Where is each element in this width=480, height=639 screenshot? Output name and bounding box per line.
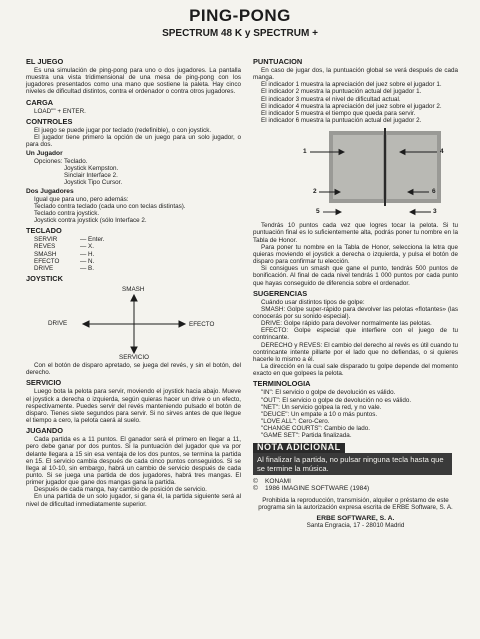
term-item: "DEUCE": Un empate a 10 o más puntos. <box>261 410 378 418</box>
arrow-right-icon <box>336 210 341 215</box>
key-row <box>34 258 241 265</box>
key-action: DRIVE <box>34 264 54 272</box>
terminology-list <box>253 389 458 439</box>
table-diagram <box>253 124 458 222</box>
copyright-icon: © <box>253 477 258 485</box>
key-action: EFECTO <box>34 257 60 265</box>
key-list <box>26 236 241 272</box>
jugando-text-1: Cada partida es a 11 puntos. El ganador será el primero en llegar a 11, pero debe ganar por dos puntos. Si la puntuación del jugador que va por delante llegara a 15 sin esa ventaja de los dos puntos, se termina la partida en 15. El servicio cambia después de cada cinco puntos conseguidos. Si se llega al 10-10, sin embargo, habrá un cambio de servicio después de cada punto. Si se juega una partida de dos jugadores, habrá tres mangas. El primer jugador que gane dos mangas gana la partida. <box>26 436 241 487</box>
credit-line-2: © 1986 IMAGINE SOFTWARE (1984) <box>253 485 370 493</box>
jugando-text-3: En una partida de un solo jugador, si gana él, la partida siguiente será al nivel de dificultad inmediatamente superior. <box>26 493 241 508</box>
copyright-icon: © <box>253 485 258 493</box>
company-name: ERBE SOFTWARE, S. A. <box>316 515 395 523</box>
joystick-text: Con el botón de disparo apretado, se juega del revés, y sin el botón, del derecho. <box>26 362 241 377</box>
list-item: Joystick Tipo Cursor. <box>64 179 123 187</box>
key-value: — B. <box>80 264 94 272</box>
section-heading-controles: CONTROLES <box>26 116 73 126</box>
dos-jugadores-text: Igual que para uno, pero además: <box>34 195 129 203</box>
ping-pong-table-image <box>253 124 458 222</box>
page-subtitle: SPECTRUM 48 K y SPECTRUM + <box>162 28 318 39</box>
section-heading-terminologia: TERMINOLOGIA <box>253 379 311 389</box>
dos-jugadores-list <box>26 203 241 224</box>
joystick-label-efecto: EFECTO <box>189 321 215 329</box>
puntuacion-text: En caso de jugar dos, la puntuación global se verá después de cada manga. <box>253 67 458 82</box>
sugerencias-text-2: DRIVE: Golpe rápido para devolver normalmente las pelotas. <box>261 320 432 328</box>
left-column <box>26 55 241 508</box>
joystick-diagram <box>26 284 241 362</box>
key-value: — H. <box>80 250 95 258</box>
key-row <box>34 265 241 272</box>
arrow-left-icon <box>410 210 415 215</box>
puntuacion-text-4: Si consigues un smash que gane el punto, tendrás 500 puntos de bonificación. Al final de cada nivel tendrás 1 000 puntos por cada punto que hayas conseguido de diferencia sobre el ordenador. <box>253 265 458 287</box>
subheading-dos-jugadores: Dos Jugadores <box>26 188 74 196</box>
indicator-text-3: El indicador 3 muestra el nivel de dificultad actual. <box>261 95 401 103</box>
indicator-text-2: El indicador 2 muestra la puntuación actual del jugador 1. <box>261 88 422 96</box>
arrow-down-icon <box>131 347 137 353</box>
list-item: Joystick contra joystick (sólo Interface 2. <box>34 217 147 225</box>
arrow-right-icon <box>179 321 185 327</box>
term-item: "OUT": El servicio o golpe de devolución no es válido. <box>261 396 412 404</box>
indicator-number-1: 1 <box>303 148 307 156</box>
credits <box>253 478 458 493</box>
key-action: REVES <box>34 243 56 251</box>
section-heading-servicio: SERVICIO <box>26 378 62 388</box>
indicator-number-6: 6 <box>432 188 436 196</box>
key-action: SMASH <box>34 250 57 258</box>
puntuacion-text-2: Tendrás 10 puntos cada vez que logres tocar la pelota. Si tu puntuación final es lo suficientemente alta, podrás poner tu nombre en la Tabla de Honor. <box>253 222 458 244</box>
key-value: — Enter. <box>80 236 105 244</box>
company-address: Santa Engracia, 17 - 28010 Madrid <box>306 522 405 530</box>
sugerencias-text-1: SMASH: Golpe super-rápido para devolver las pelotas «flotantes» (las conocerás por su sonido especial). <box>253 305 458 320</box>
juego-text: Es una simulación de ping-pong para uno o dos jugadores. La pantalla muestra una vista tridimensional de una mesa de ping-pong con los jugadores presentados como una mano que sostiene la paleta. Hay cinco niveles de dificultad distintos, contra el ordenador o contra otros jugadores. <box>26 67 241 96</box>
list-item: Teclado contra teclado (cada uno con teclas distintas). <box>34 202 186 210</box>
sugerencias-text-3: EFECTO: Golpe especial que interfiere con el juego de tu contrincante. <box>253 327 458 342</box>
section-heading-carga: CARGA <box>26 97 54 107</box>
joystick-label-servicio: SERVICIO <box>119 354 149 362</box>
term-item: "LOVE ALL": Cero-Cero. <box>261 418 330 425</box>
credit-line-1: © KONAMI <box>253 477 292 485</box>
section-heading-sugerencias: SUGERENCIAS <box>253 288 308 298</box>
section-heading-teclado: TECLADO <box>26 226 62 236</box>
servicio-text: Luego bota la pelota para servir, moviendo el joystick hacia abajo. Mueve el joystick a derecha o izquierda, según quieras hacer un drive o un efecto, respectivamente. Puedes servir del revés manteniendo pulsado el botón de disparo. Tienes siete segundos para servir. Si no sirves antes de que llegue el tiempo a cero, la pelota caerá al suelo. <box>26 388 241 425</box>
nota-adicional-heading: NOTA ADICIONAL <box>253 443 345 452</box>
key-value: — N. <box>80 257 95 265</box>
indicator-text-5: El indicador 5 muestra el tiempo que queda para servir. <box>261 109 416 117</box>
controles-text-1: El juego se puede jugar por teclado (redefinible), o con joystick. <box>34 126 212 134</box>
list-item: Sinclair Interface 2. <box>64 171 118 179</box>
term-item: "IN": El servicio o golpe de devolución es válido. <box>261 389 396 397</box>
key-row <box>34 236 241 243</box>
subheading-un-jugador: Un Jugador <box>26 150 63 158</box>
section-heading-jugando: JUGANDO <box>26 426 63 436</box>
list-item: Teclado contra joystick. <box>34 210 100 217</box>
legal-notice: Prohibida la reproducción, transmisión, alquiler o préstamo de este programa sin la autorización expresa escrita de ERBE Software, S. A. <box>258 496 453 512</box>
jugando-text-2: Después de cada manga, hay cambio de posición de servicio. <box>34 486 207 494</box>
indicator-text-4: El indicador 4 muestra la apreciación del juez sobre el jugador 2. <box>261 102 442 110</box>
sugerencias-text-4: DERECHO y REVES: El cambio del derecho al revés es útil cuando tu contrincante intente pillarte por el lado que no defiendas, o si quieres hacerle lo mismo a él. <box>253 341 458 363</box>
term-item: "NET": Un servicio golpea la red, y no vale. <box>261 403 382 411</box>
un-jugador-list <box>26 165 241 186</box>
sugerencias-text-0: Cuándo usar distintos tipos de golpe: <box>261 298 365 306</box>
key-action: SERVIR <box>34 236 58 244</box>
page-title: PING-PONG <box>189 6 291 25</box>
term-item: "GAME SET": Partida finalizada. <box>261 432 352 440</box>
key-row <box>34 251 241 258</box>
indicator-number-4: 4 <box>440 148 444 156</box>
indicator-number-2: 2 <box>313 188 317 196</box>
joystick-label-smash: SMASH <box>122 286 145 294</box>
section-heading-puntuacion: PUNTUACION <box>253 57 303 66</box>
section-heading-joystick: JOYSTICK <box>26 274 63 284</box>
term-item: "CHANGE COURTS": Cambio de lado. <box>261 425 370 433</box>
indicator-text-1: El indicador 1 muestra la apreciación del juez sobre el jugador 1. <box>261 81 442 89</box>
joystick-label-drive: DRIVE <box>48 320 68 328</box>
arrow-up-icon <box>131 295 137 301</box>
un-jugador-options: Opciones: Teclado. <box>34 157 88 165</box>
indicator-number-5: 5 <box>316 208 320 216</box>
controles-text-2: El jugador tiene primero la opción de un juego para un solo jugador, o para dos. <box>26 133 241 149</box>
indicator-text-6: El indicador 6 muestra la puntuación actual del jugador 2. <box>261 117 422 125</box>
nota-adicional-text: Al finalizar la partida, no pulsar ninguna tecla hasta que se termine la música. <box>253 453 452 475</box>
indicator-number-3: 3 <box>433 208 437 216</box>
list-item: Joystick Kempston. <box>64 164 119 172</box>
right-column <box>253 55 458 530</box>
arrow-left-icon <box>83 321 89 327</box>
puntuacion-text-3: Para poner tu nombre en la Tabla de Honor, selecciona la letra que quieras moviendo el joystick a derecha o izquierda, y pulsa el botón de disparo para confirmar tu elección. <box>253 243 458 266</box>
carga-text: LOAD"" + ENTER. <box>34 107 86 115</box>
sugerencias-text-5: La dirección en la cual sale disparado tu golpe depende del momento exacto en que golpees la pelota. <box>253 363 458 378</box>
key-row <box>34 243 241 250</box>
section-heading-juego: EL JUEGO <box>26 57 64 66</box>
key-value: — X. <box>80 243 94 251</box>
